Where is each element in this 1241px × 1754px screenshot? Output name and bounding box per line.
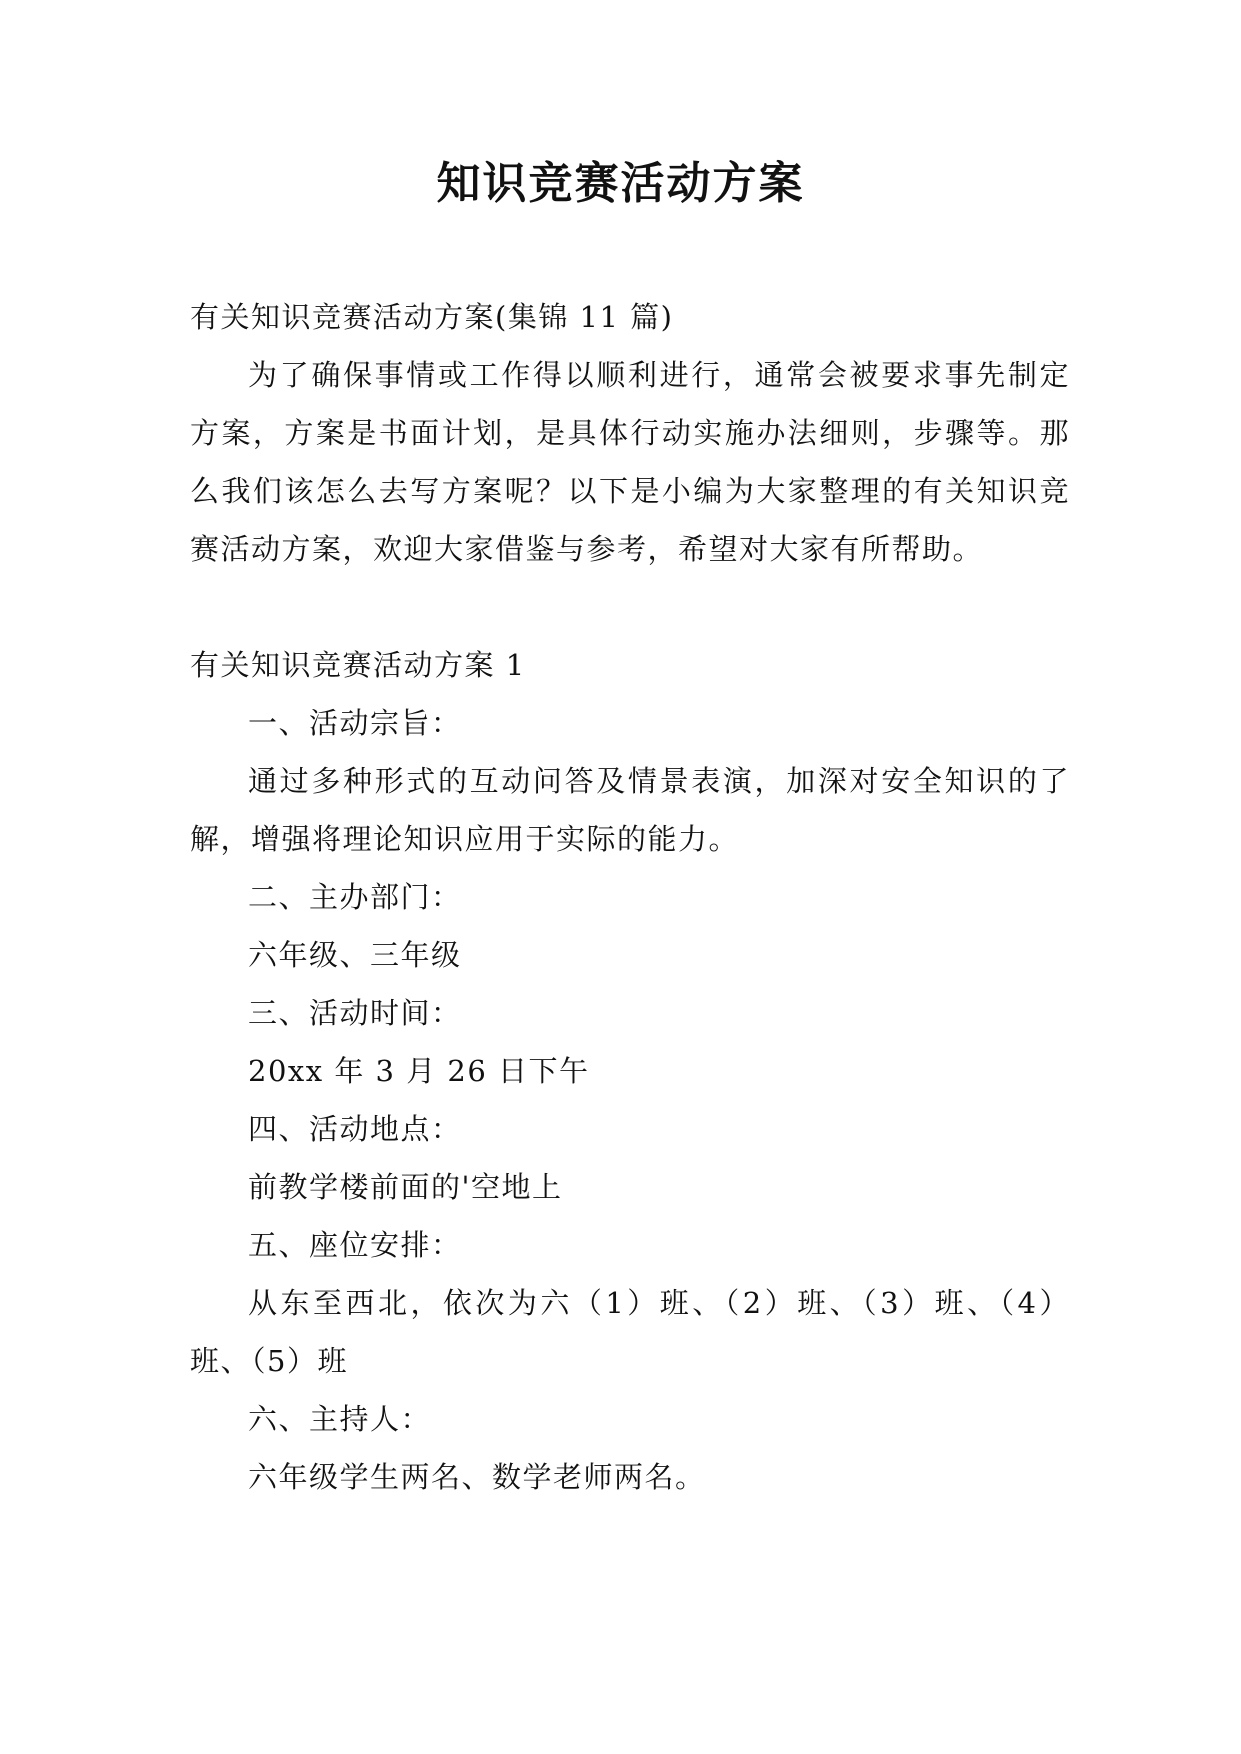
section-item-location-text: 前教学楼前面的'空地上: [248, 1170, 563, 1204]
section-item-seating-text: 从东至西北，依次为六（1）班、（2）班、（3）班、（4）班、（5）班: [190, 1286, 1070, 1378]
section-heading: 有关知识竞赛活动方案 1: [190, 648, 526, 682]
section-item-host-text: 六年级学生两名、数学老师两名。: [248, 1460, 706, 1494]
document-subtitle: 有关知识竞赛活动方案(集锦 11 篇): [190, 300, 674, 334]
section-item-purpose-text: 通过多种形式的互动问答及情景表演，加深对安全知识的了解，增强将理论知识应用于实际的能力。: [190, 764, 1070, 856]
section-item-time-heading: 三、活动时间：: [248, 996, 462, 1030]
section-item-host-heading: 六、主持人：: [248, 1402, 432, 1436]
section-spacer: [190, 578, 1070, 636]
section-item-organizer-heading: 二、主办部门：: [248, 880, 462, 914]
document-title: 知识竞赛活动方案: [436, 158, 805, 209]
section-item-time-text: 20xx 年 3 月 26 日下午: [248, 1054, 590, 1088]
document-body: [190, 288, 1070, 1506]
section-item-location-heading: 四、活动地点：: [248, 1112, 462, 1146]
intro-paragraph: 为了确保事情或工作得以顺利进行，通常会被要求事先制定方案，方案是书面计划，是具体行动实施办法细则，步骤等。那么我们该怎么去写方案呢？以下是小编为大家整理的有关知识竞赛活动方案，欢迎大家借鉴与参考，希望对大家有所帮助。: [190, 358, 1070, 566]
section-item-organizer-text: 六年级、三年级: [248, 938, 462, 972]
section-item-seating-heading: 五、座位安排：: [248, 1228, 462, 1262]
section-item-purpose-heading: 一、活动宗旨：: [248, 706, 462, 740]
